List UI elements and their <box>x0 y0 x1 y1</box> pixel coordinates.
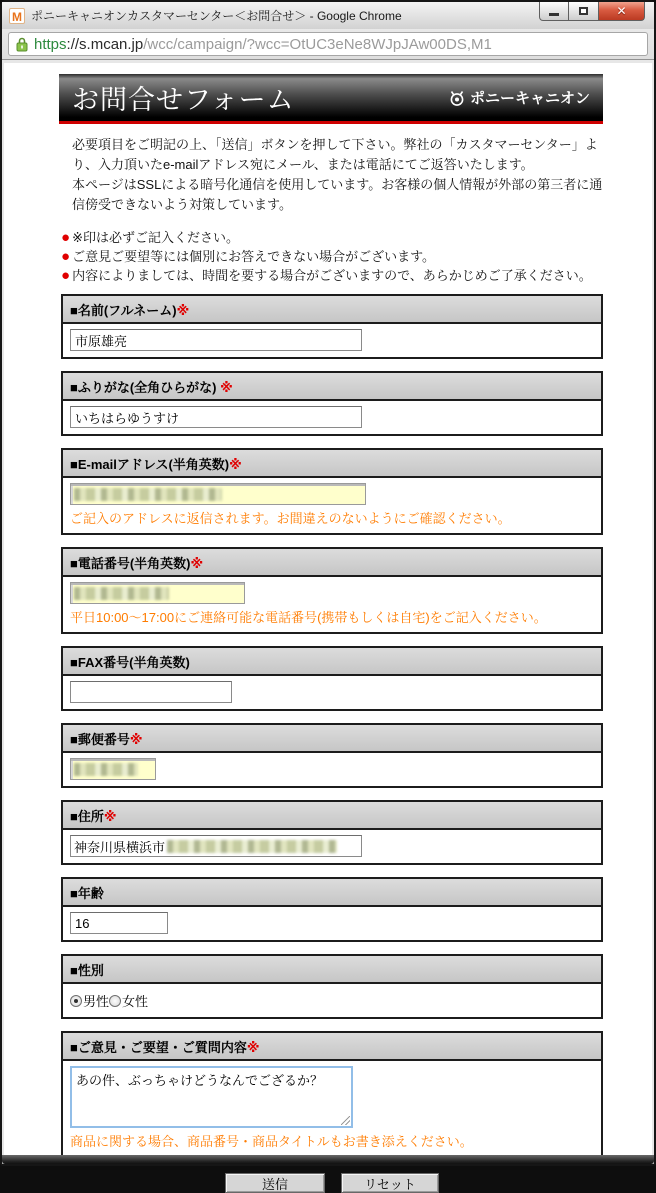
window-titlebar <box>2 2 654 29</box>
required-mark: ※ <box>176 303 190 318</box>
phone-input[interactable] <box>70 582 245 604</box>
redacted-value <box>74 587 169 600</box>
fax-input[interactable] <box>70 681 232 703</box>
minimize-button[interactable] <box>539 2 569 21</box>
required-mark: ※ <box>246 1040 260 1055</box>
required-mark: ※ <box>220 380 233 395</box>
form-section-postal <box>61 723 603 788</box>
section-header <box>63 648 601 676</box>
window-title: ポニーキャニオンカスタマーセンター＜お問合せ＞ - Google Chrome <box>31 9 402 23</box>
section-header <box>63 802 601 830</box>
section-title: ■郵便番号 <box>70 732 130 747</box>
section-title: ■年齢 <box>70 886 104 901</box>
phone-note: 平日10:00～17:00にご連絡可能な電話番号(携帯もしくは自宅)をご記入ください。 <box>70 610 547 625</box>
notice-item <box>61 228 603 247</box>
section-header <box>63 879 601 907</box>
browser-toolbar <box>2 29 654 60</box>
form-section-email <box>61 448 603 535</box>
gender-label-male: 男性 <box>83 994 110 1009</box>
form-section-phone <box>61 547 603 634</box>
required-mark: ※ <box>103 809 117 824</box>
section-header <box>63 549 601 577</box>
email-input[interactable] <box>70 483 366 505</box>
required-mark: ※ <box>129 732 143 747</box>
pony-icon <box>448 89 466 107</box>
section-header <box>63 296 601 324</box>
notice-item <box>61 247 603 266</box>
section-header <box>63 1033 601 1061</box>
maximize-button[interactable] <box>569 2 599 21</box>
close-icon: ✕ <box>616 4 627 18</box>
notice-item <box>61 266 603 285</box>
required-mark: ※ <box>229 457 242 472</box>
reset-button[interactable]: リセット <box>341 1173 439 1193</box>
intro-paragraph-2: 本ページはSSLによる暗号化通信を使用しています。お客様の個人情報が外部の第三者に通信傍受できないよう対策しています。 <box>72 177 603 212</box>
brand-name: ポニーキャニオン <box>469 90 590 107</box>
submit-button[interactable]: 送信 <box>225 1173 325 1193</box>
redacted-value <box>74 763 138 776</box>
form-section-comments <box>61 1031 603 1158</box>
form-section-address <box>61 800 603 865</box>
intro-paragraph-1: 必要項目をご明記の上、「送信」ボタンを押して下さい。弊社の「カスタマーセンター」より、入力頂いたe-mailアドレス宛にメール、または電話にてご返答いたします。 <box>72 137 598 172</box>
section-title: ■電話番号(半角英数) <box>70 556 191 571</box>
form-section-gender <box>61 954 603 1019</box>
required-mark: ※ <box>190 556 204 571</box>
section-title: ■名前(フルネーム) <box>70 303 177 318</box>
url-scheme: https <box>34 35 67 53</box>
form-header-banner <box>59 74 603 124</box>
bullet-icon: ● <box>61 267 71 284</box>
site-favicon-icon: M <box>9 8 25 24</box>
email-note: ご記入のアドレスに返信されます。お間違えのないようにご確認ください。 <box>70 511 511 526</box>
section-title: ■ふりがな(全角ひらがな) <box>70 380 221 395</box>
notice-text: ※印は必ずご記入ください。 <box>72 230 239 245</box>
section-title: ■FAX番号(半角英数) <box>70 655 190 670</box>
redacted-value <box>74 488 222 501</box>
window-controls <box>539 2 645 21</box>
form-section-name <box>61 294 603 359</box>
form-section-fax <box>61 646 603 711</box>
page-title: お問合せフォーム <box>72 85 295 115</box>
maximize-icon <box>579 7 588 15</box>
name-input[interactable] <box>70 329 362 351</box>
minimize-icon <box>549 13 559 16</box>
section-title: ■ご意見・ご要望・ご質問内容 <box>70 1040 247 1055</box>
address-input[interactable] <box>70 835 362 857</box>
notice-text: ご意見ご要望等には個別にお答えできない場合がございます。 <box>72 249 436 264</box>
address-value: 神奈川県横浜市 <box>74 839 166 855</box>
section-header <box>63 450 601 478</box>
page-content <box>4 63 652 1192</box>
form-section-furigana <box>61 371 603 436</box>
resize-grip-icon[interactable] <box>341 1116 350 1125</box>
comments-note: 商品に関する場合、商品番号・商品タイトルもお書き添えください。 <box>70 1134 473 1149</box>
gender-radio-female[interactable] <box>109 995 121 1007</box>
bullet-icon: ● <box>61 229 71 246</box>
bullet-icon: ● <box>61 248 71 265</box>
postal-input[interactable] <box>70 758 156 780</box>
window-frame-bottom <box>2 1155 654 1164</box>
ponycanyon-logo <box>448 87 590 108</box>
comments-textarea[interactable] <box>70 1066 353 1128</box>
url-host: ://s.mcan.jp <box>66 35 144 53</box>
url-path: /wcc/campaign/?wcc=OtUC3eNe8WJpJAw00DS,M1 <box>143 35 492 53</box>
notice-list <box>61 228 603 285</box>
form-section-age <box>61 877 603 942</box>
lock-icon[interactable] <box>16 37 28 52</box>
intro-text <box>72 135 603 215</box>
section-header <box>63 373 601 401</box>
age-input[interactable] <box>70 912 168 934</box>
gender-radio-male[interactable] <box>70 995 82 1007</box>
address-bar[interactable] <box>8 32 648 56</box>
gender-label-female: 女性 <box>122 994 149 1009</box>
section-header <box>63 956 601 984</box>
redacted-value <box>167 840 337 853</box>
section-title: ■E-mailアドレス(半角英数) <box>70 457 230 472</box>
furigana-input[interactable] <box>70 406 362 428</box>
notice-text: 内容によりましては、時間を要する場合がございますので、あらかじめご了承ください。 <box>72 268 592 283</box>
section-header <box>63 725 601 753</box>
form-actions <box>61 1173 603 1193</box>
section-title: ■性別 <box>70 963 104 978</box>
section-title: ■住所 <box>70 809 104 824</box>
close-button[interactable] <box>599 2 645 21</box>
